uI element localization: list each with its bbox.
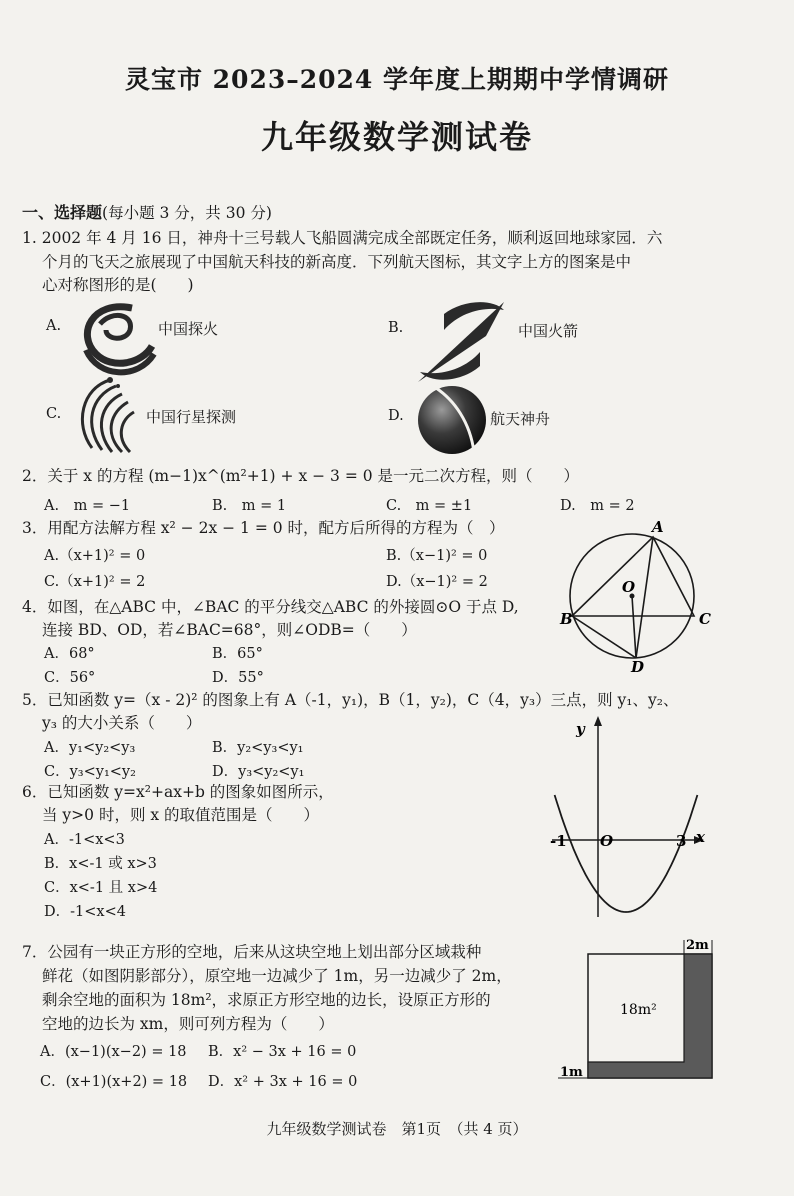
q7-line3: 剩余空地的面积为 18m²，求原正方形空地的边长，设原正方形的 <box>42 991 491 1009</box>
q3-stem: 3．用配方法解方程 x² − 2x − 1 = 0 时，配方后所得的方程为（ ） <box>22 519 505 537</box>
q1-option-d-caption: 航天神舟 <box>490 410 551 428</box>
mars-exploration-logo-icon <box>72 294 156 380</box>
root-right-label: 3 <box>676 832 687 850</box>
q4-circle-figure <box>560 520 710 680</box>
q4-line2: 连接 BD、OD，若∠BAC=68°，则∠ODB=（ ） <box>42 621 417 639</box>
q7-option-c: C．(x+1)(x+2) = 18 <box>40 1074 188 1090</box>
section-title: 一、选择题 <box>22 203 103 222</box>
label-b: B <box>560 610 573 628</box>
planetary-exploration-logo-icon <box>70 374 142 456</box>
label-d: D <box>631 658 645 676</box>
q1-option-a-letter: A. <box>46 318 62 334</box>
q2-option-b: B. m = 1 <box>212 498 287 514</box>
y-axis-arrow <box>594 716 602 726</box>
q5-option-d: D．y₃<y₂<y₁ <box>212 764 305 780</box>
q5-option-c: C．y₃<y₁<y₂ <box>44 764 136 780</box>
q7-square-figure <box>558 936 718 1084</box>
rocket-logo-icon <box>414 296 510 386</box>
exam-title-line2: 九年级数学测试卷 <box>260 118 533 156</box>
q1-option-a-caption: 中国探火 <box>158 320 219 338</box>
segment-od <box>632 596 636 658</box>
q4-option-a: A．68° <box>44 646 95 662</box>
q6-option-a: A．-1<x<3 <box>44 832 125 848</box>
exam-title-line1: 灵宝市 2023–2024 学年度上期期中学情调研 <box>124 65 670 94</box>
q1-line1: 1. 2002 年 4 月 16 日，神舟十三号载人飞船圆满完成全部既定任务，顺利返回地球家园．六 <box>22 229 663 247</box>
q2-option-a: A. m = −1 <box>44 498 131 514</box>
label-18m2: 18m² <box>620 1002 657 1018</box>
q7-line4: 空地的边长为 xm，则可列方程为（ ） <box>42 1015 334 1033</box>
q6-line1: 6．已知函数 y=x²+ax+b 的图象如图所示， <box>22 783 334 801</box>
q7-option-a: A．(x−1)(x−2) = 18 <box>40 1044 187 1060</box>
q1-option-b-letter: B. <box>388 320 404 336</box>
q1-option-c-caption: 中国行星探测 <box>146 408 237 426</box>
page-footer: 九年级数学测试卷 第1页 （共 4 页） <box>266 1120 528 1138</box>
q4-line1: 4．如图，在△ABC 中，∠BAC 的平分线交△ABC 的外接圆⊙O 于点 D, <box>22 598 519 616</box>
q7-option-d: D．x² + 3x + 16 = 0 <box>208 1074 358 1090</box>
section-heading <box>22 201 272 225</box>
root-left-label: -1 <box>550 832 567 850</box>
q1-option-c-letter: C. <box>46 406 62 422</box>
q3-option-a: A.（x+1)² = 0 <box>44 548 146 564</box>
q6-option-c: C．x<-1 且 x>4 <box>44 880 158 896</box>
label-1m: 1m <box>560 1065 583 1080</box>
q5-line2: y₃ 的大小关系（ ） <box>42 714 202 732</box>
shenzhou-logo-icon <box>414 382 490 456</box>
q2-option-c: C. m = ±1 <box>386 498 473 514</box>
q1-option-b-caption: 中国火箭 <box>518 322 579 340</box>
label-c: C <box>699 610 711 628</box>
q7-option-b: B．x² − 3x + 16 = 0 <box>208 1044 357 1060</box>
q1-line2: 个月的飞天之旅展现了中国航天科技的新高度．下列航天图标，其文字上方的图案是中 <box>42 253 632 271</box>
x-axis-label: x <box>696 828 705 846</box>
q6-parabola-graph <box>548 712 718 922</box>
origin-label: O <box>600 832 614 850</box>
section-note: (每小题 3 分，共 30 分) <box>102 204 272 222</box>
q7-line2: 鲜花（如图阴影部分），原空地一边减少了 1m，另一边减少了 2m， <box>42 967 512 985</box>
q1-option-d-letter: D. <box>388 408 404 424</box>
y-axis-label: y <box>576 720 585 738</box>
q3-option-d: D.（x−1)² = 2 <box>386 574 488 590</box>
parabola-curve <box>555 795 698 912</box>
q3-option-c: C.（x+1)² = 2 <box>44 574 146 590</box>
q5-option-b: B．y₂<y₃<y₁ <box>212 740 304 756</box>
q1-line3: 心对称图形的是( ) <box>42 276 194 294</box>
q5-line1: 5．已知函数 y=（x - 2)² 的图象上有 A（-1，y₁)，B（1，y₂)，C（4，y₃）三点，则 y₁、y₂、 <box>22 691 679 709</box>
label-2m: 2m <box>686 938 709 953</box>
q4-option-c: C．56° <box>44 670 96 686</box>
q4-option-d: D．55° <box>212 670 264 686</box>
q2-stem: 2．关于 x 的方程 (m−1)x^(m²+1) + x − 3 = 0 是一元二次方程，则（ ） <box>22 467 580 485</box>
q4-option-b: B．65° <box>212 646 263 662</box>
q2-option-d: D. m = 2 <box>560 498 635 514</box>
q7-line1: 7．公园有一块正方形的空地，后来从这块空地上划出部分区域栽种 <box>22 943 482 961</box>
q6-line2: 当 y>0 时，则 x 的取值范围是（ ） <box>42 806 320 824</box>
label-a: A <box>652 518 664 536</box>
q6-option-b: B．x<-1 或 x>3 <box>44 856 157 872</box>
q3-option-b: B.（x−1)² = 0 <box>386 548 488 564</box>
q5-option-a: A．y₁<y₂<y₃ <box>44 740 136 756</box>
bisector-ad <box>636 537 653 658</box>
q6-option-d: D．-1<x<4 <box>44 904 126 920</box>
label-o: O <box>622 578 636 596</box>
